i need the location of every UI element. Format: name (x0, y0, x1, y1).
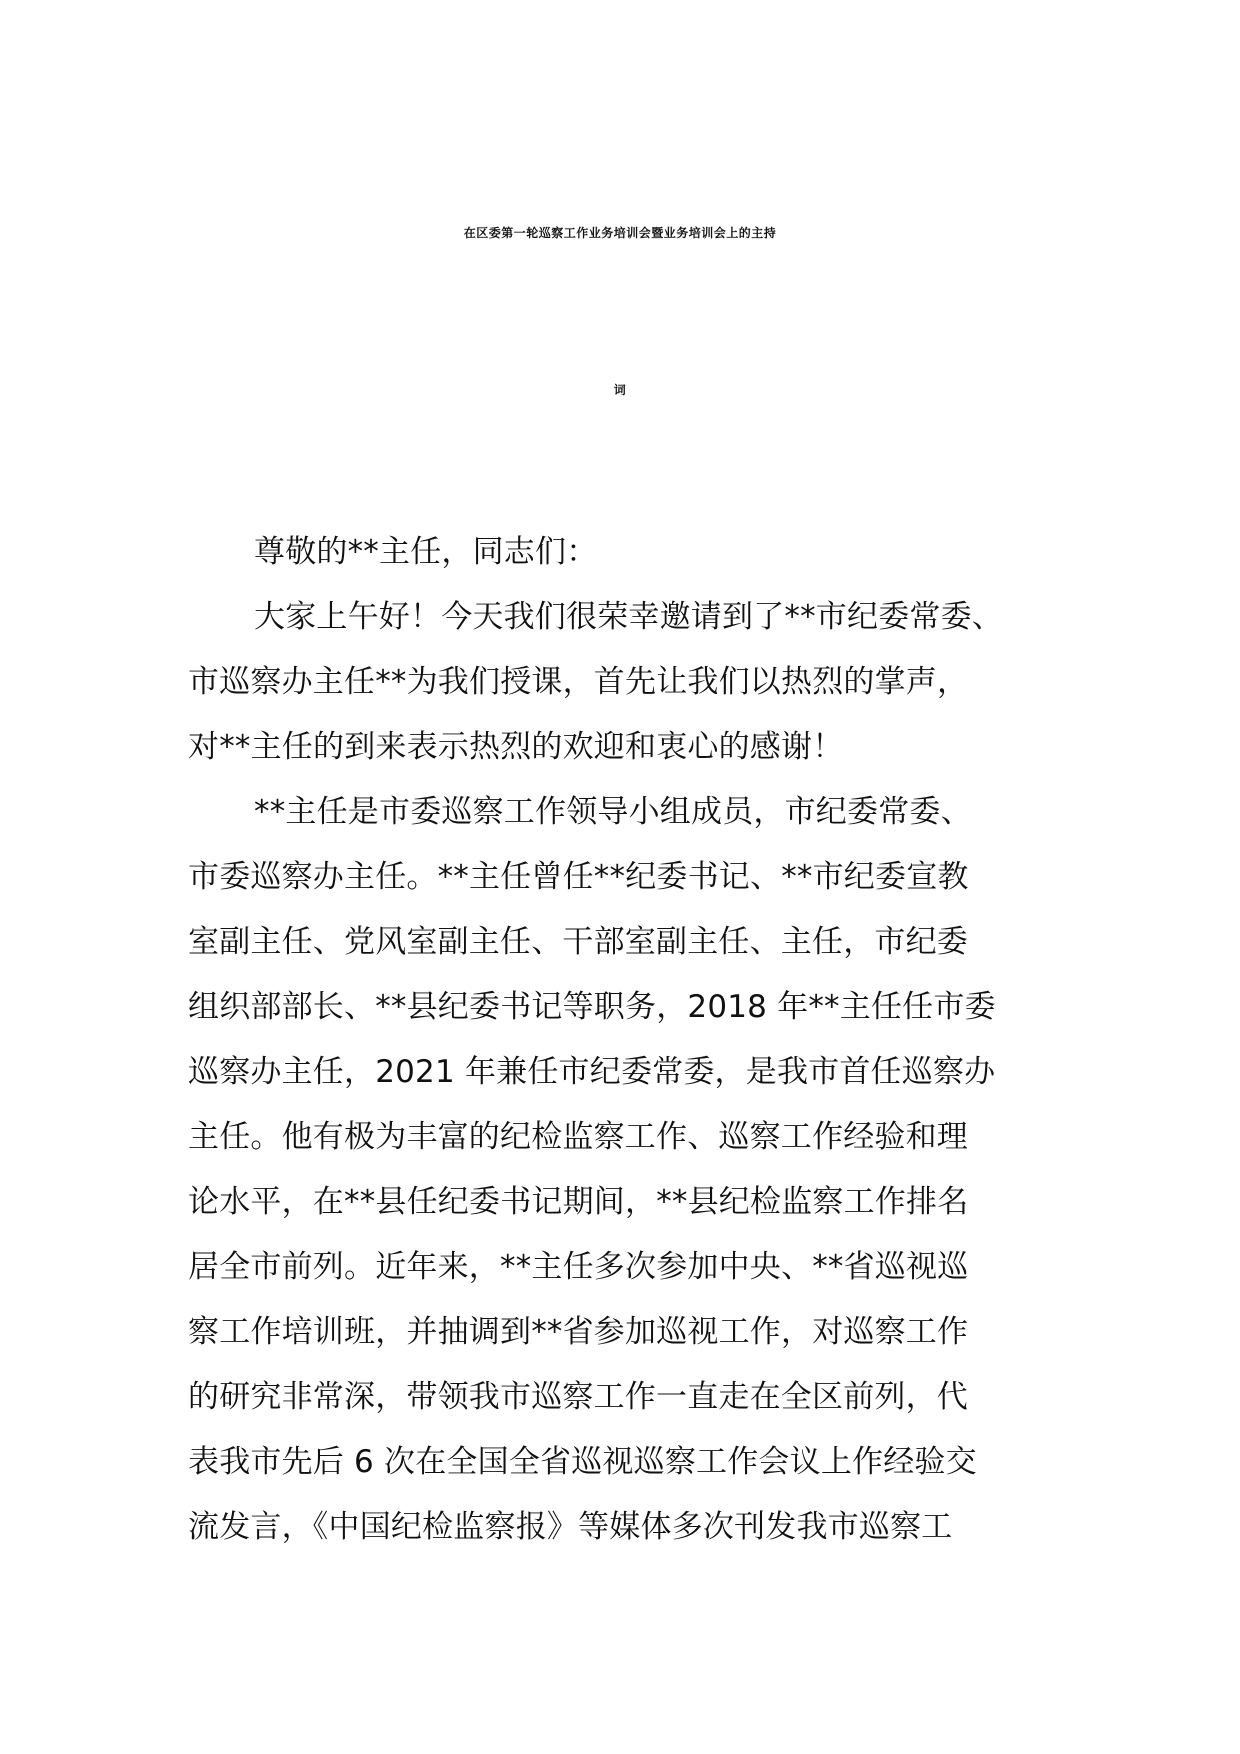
body-line-11: 居全市前列。近年来，**主任多次参加中央、**省巡视巡 (188, 1249, 969, 1285)
body-line-12: 察工作培训班，并抽调到**省参加巡视工作，对巡察工作 (188, 1314, 969, 1350)
body-line-4: **主任是市委巡察工作领导小组成员，市纪委常委、 (254, 794, 972, 830)
body-line-5: 市委巡察办主任。**主任曾任**纪委书记、**市纪委宣教 (188, 859, 969, 895)
body-line-1: 大家上午好！今天我们很荣幸邀请到了**市纪委常委、 (254, 599, 1003, 635)
body-line-14: 表我市先后 6 次在全国全省巡视巡察工作会议上作经验交 (188, 1444, 977, 1480)
body-line-7: 组织部部长、**县纪委书记等职务，2018 年**主任任市委 (188, 989, 996, 1025)
salutation-line: 尊敬的**主任，同志们： (254, 534, 598, 570)
body-line-3: 对**主任的到来表示热烈的欢迎和衷心的感谢！ (188, 729, 844, 765)
body-line-10: 论水平，在**县任纪委书记期间，**县纪检监察工作排名 (188, 1184, 969, 1220)
body-line-9: 主任。他有极为丰富的纪检监察工作、巡察工作经验和理 (188, 1119, 968, 1155)
body-line-6: 室副主任、党风室副主任、干部室副主任、主任，市纪委 (188, 924, 968, 960)
document-title-line-2: 词 (613, 383, 627, 397)
body-line-13: 的研究非常深，带领我市巡察工作一直走在全区前列，代 (188, 1379, 968, 1415)
body-line-15: 流发言，《中国纪检监察报》等媒体多次刊发我市巡察工 (188, 1509, 953, 1545)
body-line-8: 巡察办主任，2021 年兼任市纪委常委，是我市首任巡察办 (188, 1054, 996, 1090)
body-line-2: 市巡察办主任**为我们授课，首先让我们以热烈的掌声， (188, 664, 969, 700)
document-title-line-1: 在区委第一轮巡察工作业务培训会暨业务培训会上的主持 (463, 226, 777, 240)
